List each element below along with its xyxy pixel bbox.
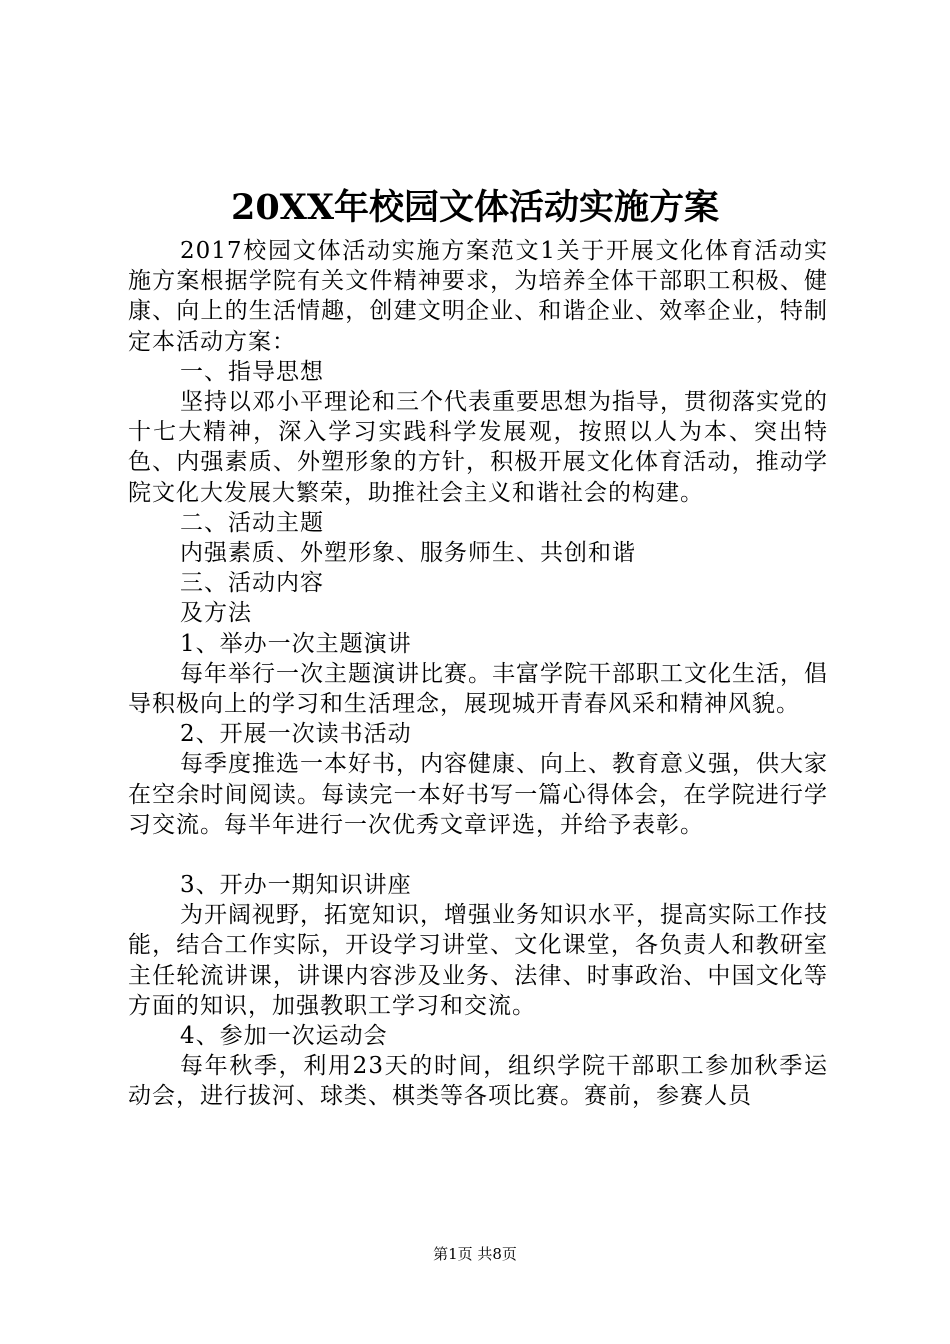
lecture-paragraph: 为开阔视野，拓宽知识，增强业务知识水平，提高实际工作技能，结合工作实际，开设学习讲堂、文化课堂，各负责人和教研室主任轮流讲课，讲课内容涉及业务、法律、时事政治、中国文化等方面的知识，加强教职工学习和交流。 bbox=[128, 902, 828, 1019]
section-heading-guiding-ideology: 一、指导思想 bbox=[180, 358, 324, 385]
activity-theme-text: 内强素质、外塑形象、服务师生、共创和谐 bbox=[180, 540, 636, 567]
item-heading-lecture: 3、开办一期知识讲座 bbox=[180, 872, 412, 899]
section-heading-continuation: 及方法 bbox=[180, 600, 252, 627]
sports-meet-paragraph: 每年秋季，利用23天的时间，组织学院干部职工参加秋季运动会，进行拔河、球类、棋类等各项比赛。赛前，参赛人员 bbox=[128, 1053, 828, 1110]
item-heading-speech: 1、举办一次主题演讲 bbox=[180, 630, 412, 657]
item-heading-reading: 2、开展一次读书活动 bbox=[180, 721, 412, 748]
intro-paragraph: 2017校园文体活动实施方案范文1关于开展文化体育活动实施方案根据学院有关文件精神要求，为培养全体干部职工积极、健康、向上的生活情趣，创建文明企业、和谐企业、效率企业，特制定本活动方案： bbox=[128, 238, 828, 355]
item-heading-sports-meet: 4、参加一次运动会 bbox=[180, 1023, 388, 1050]
document-body bbox=[128, 236, 828, 1112]
section-heading-activity-theme: 二、活动主题 bbox=[180, 509, 324, 536]
section-heading-activity-content: 三、活动内容 bbox=[180, 570, 324, 597]
speech-paragraph: 每年举行一次主题演讲比赛。丰富学院干部职工文化生活，倡导积极向上的学习和生活理念，展现城开青春风采和精神风貌。 bbox=[128, 660, 828, 718]
reading-paragraph: 每季度推选一本好书，内容健康、向上、教育意义强，供大家在空余时间阅读。每读完一本好书写一篇心得体会，在学院进行学习交流。每半年进行一次优秀文章评选，并给予表彰。 bbox=[128, 751, 828, 838]
paragraph-gap bbox=[128, 840, 828, 870]
document-title: 20XX年校园文体活动实施方案 bbox=[230, 187, 720, 228]
guiding-ideology-paragraph: 坚持以邓小平理论和三个代表重要思想为指导，贯彻落实党的十七大精神，深入学习实践科学发展观，按照以人为本、突出特色、内强素质、外塑形象的方针，积极开展文化体育活动，推动学院文化大发展大繁荣，助推社会主义和谐社会的构建。 bbox=[128, 389, 828, 506]
page-footer: 第1页 共8页 bbox=[433, 1245, 517, 1263]
